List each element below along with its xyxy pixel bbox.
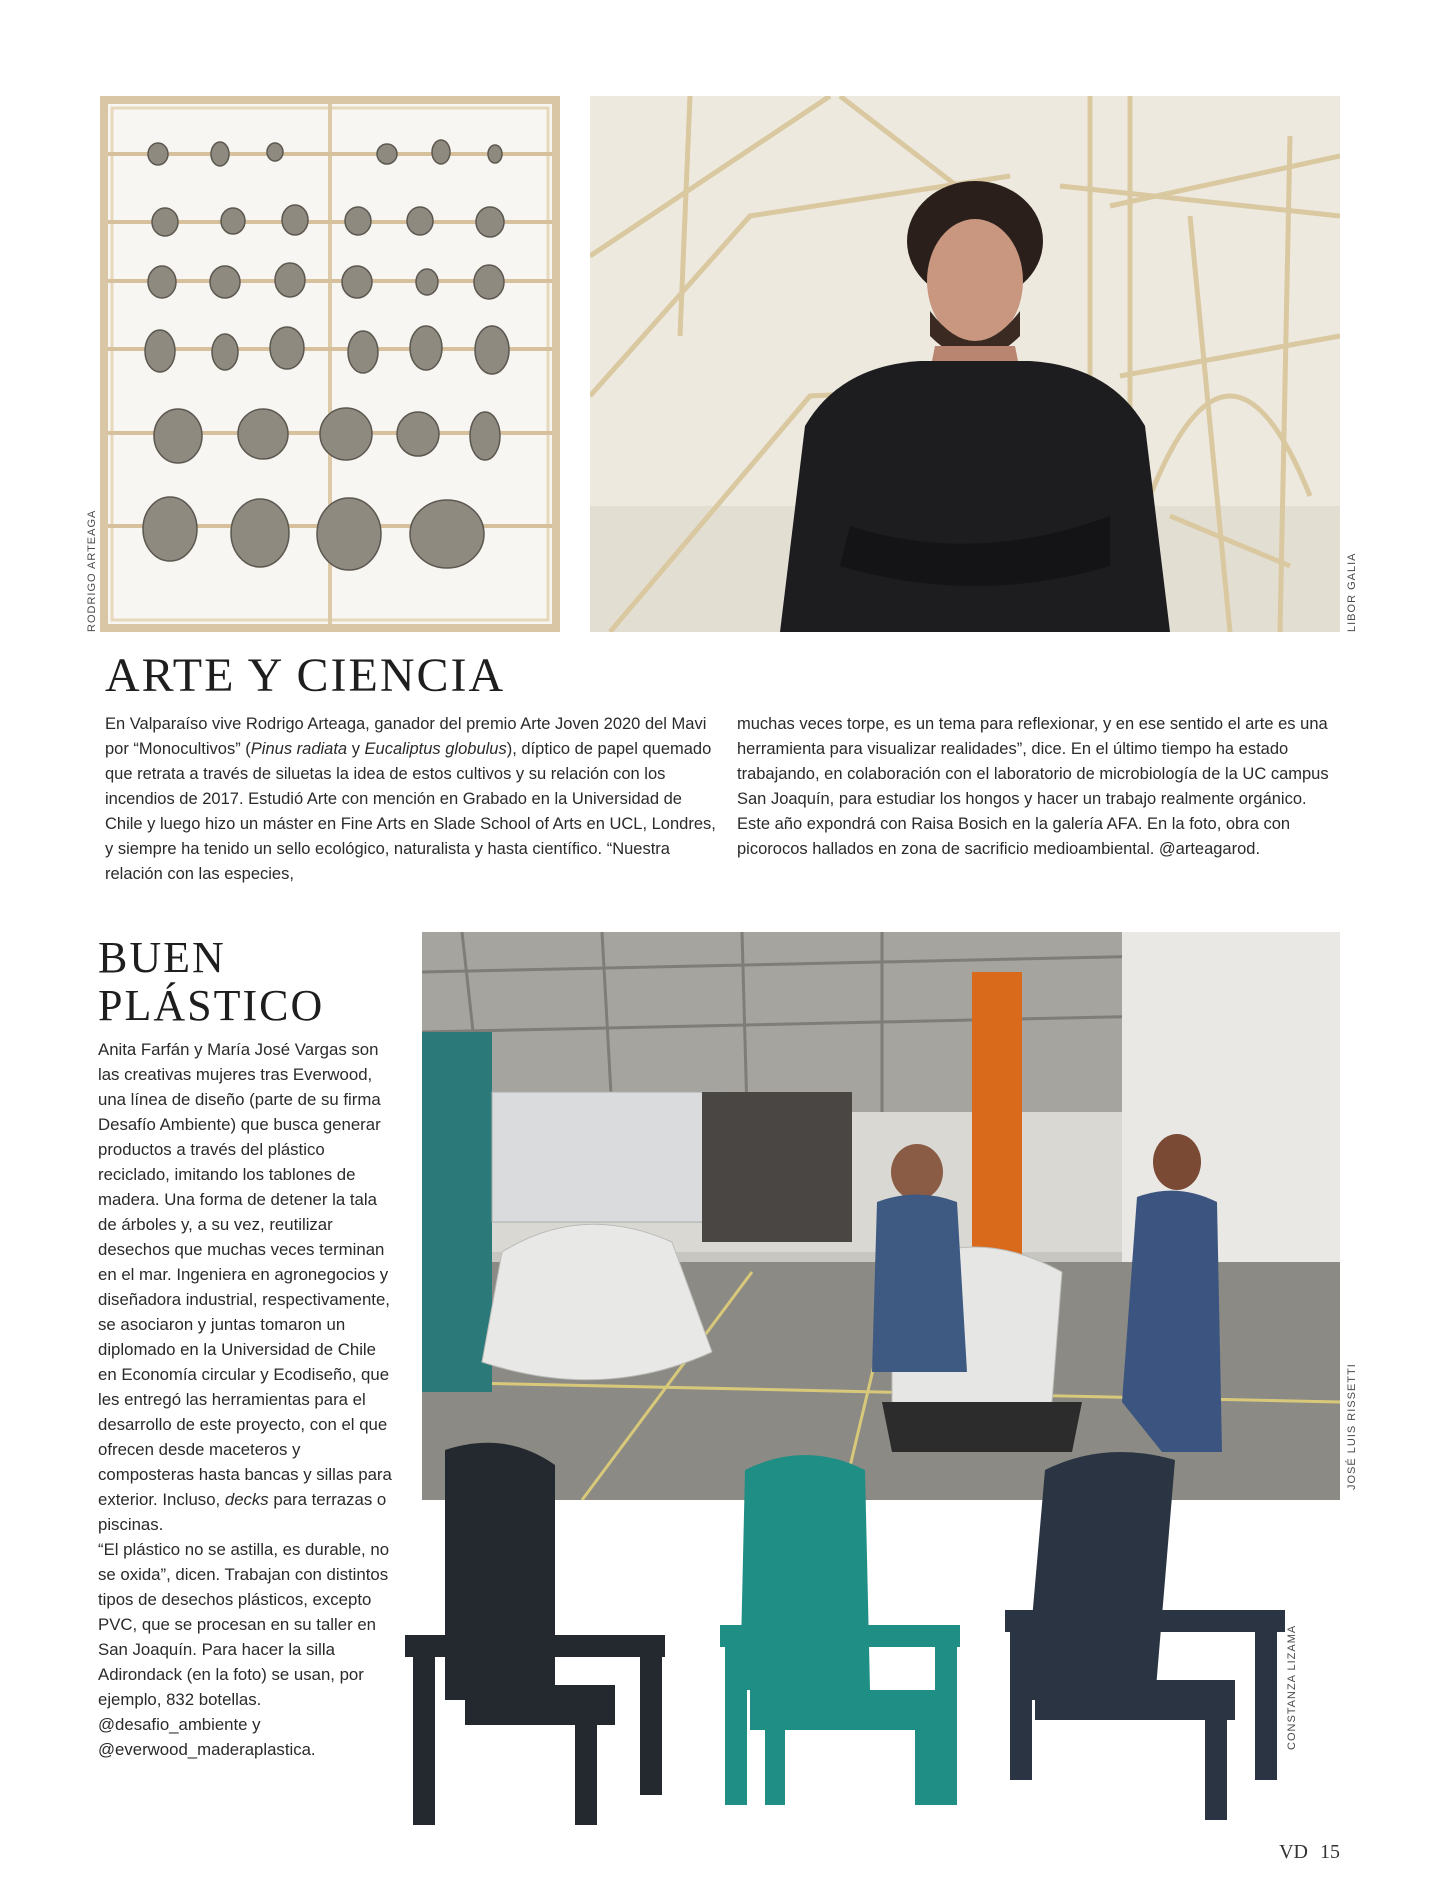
artist-portrait-photo [590, 96, 1340, 632]
article-column-2 [737, 712, 1337, 862]
workshop-photo [422, 932, 1340, 1500]
article-column [98, 1037, 398, 1762]
article-column-1 [105, 712, 717, 887]
article-paragraph: muchas veces torpe, es un tema para reflexionar, y en ese sentido el arte es una herramienta para visualizar realidades”, dice. En el último tiempo ha estado trabajando, en colaboración con el laboratorio de microbiología de la UC campus San Joaquín, para estudiar los hongos y hacer un trabajo realmente orgánico. Este año expondrá con Raisa Bosich en la galería AFA. En la foto, obra con picorocos hallados en zona de sacrificio medioambiental. @arteagarod. [737, 715, 1329, 858]
barnacle-frame-photo [100, 96, 560, 632]
photo-credit: LIBOR GALIA [1346, 552, 1358, 632]
adirondack-chairs-photo [405, 1440, 1285, 1830]
photo-credit: JOSÉ LUIS RISSETTI [1346, 1363, 1358, 1490]
photo-credit: RODRIGO ARTEAGA [86, 509, 98, 632]
section-title: BUEN PLÁSTICO [98, 933, 325, 1030]
article-paragraph: Anita Farfán y María José Vargas son las creativas mujeres tras Everwood, una línea de diseño (parte de su firma Desafío Ambiente) que busca generar productos a través del plástico reciclado, imitando los tablones de madera. Una forma de detener la tala de árboles y, a su vez, reutilizar desechos que muchas veces terminan en el mar. Ingeniera en agronegocios y diseñadora industrial, respectivamente, se asociaron y juntas tomaron un diplomado en la Universidad de Chile en Economía circular y Ecodiseño, que les entregó las herramientas para el desarrollo de este proyecto, con el que ofrecen desde maceteros y composteras hasta bancas y sillas para exterior. Incluso, decks para terrazas o piscinas. [98, 1040, 392, 1534]
article-paragraph: En Valparaíso vive Rodrigo Arteaga, ganador del premio Arte Joven 2020 del Mavi por “Monocultivos” (Pinus radiata y Eucaliptus globulus), díptico de papel quemado que retrata a través de siluetas la idea de estos cultivos y su relación con los incendios de 2017. Estudió Arte con mención en Grabado en la Universidad de Chile y luego hizo un máster en Fine Arts en Slade School of Arts en UCL, Londres, y siempre ha tenido un sello ecológico, naturalista y hasta científico. “Nuestra relación con las especies, [105, 715, 716, 883]
magazine-name: VD [1279, 1841, 1308, 1863]
page-number: 15 [1320, 1841, 1340, 1863]
photo-credit: CONSTANZA LIZAMA [1286, 1624, 1298, 1750]
page-folio [1279, 1838, 1340, 1864]
section-title: ARTE Y CIENCIA [105, 649, 506, 702]
article-paragraph: “El plástico no se astilla, es durable, no se oxida”, dicen. Trabajan con distintos tipos de desechos plásticos, excepto PVC, que se procesan en su taller en San Joaquín. Para hacer la silla Adirondack (en la foto) se usan, por ejemplo, 832 botellas. @desafio_ambiente y @everwood_maderaplastica. [98, 1540, 390, 1759]
